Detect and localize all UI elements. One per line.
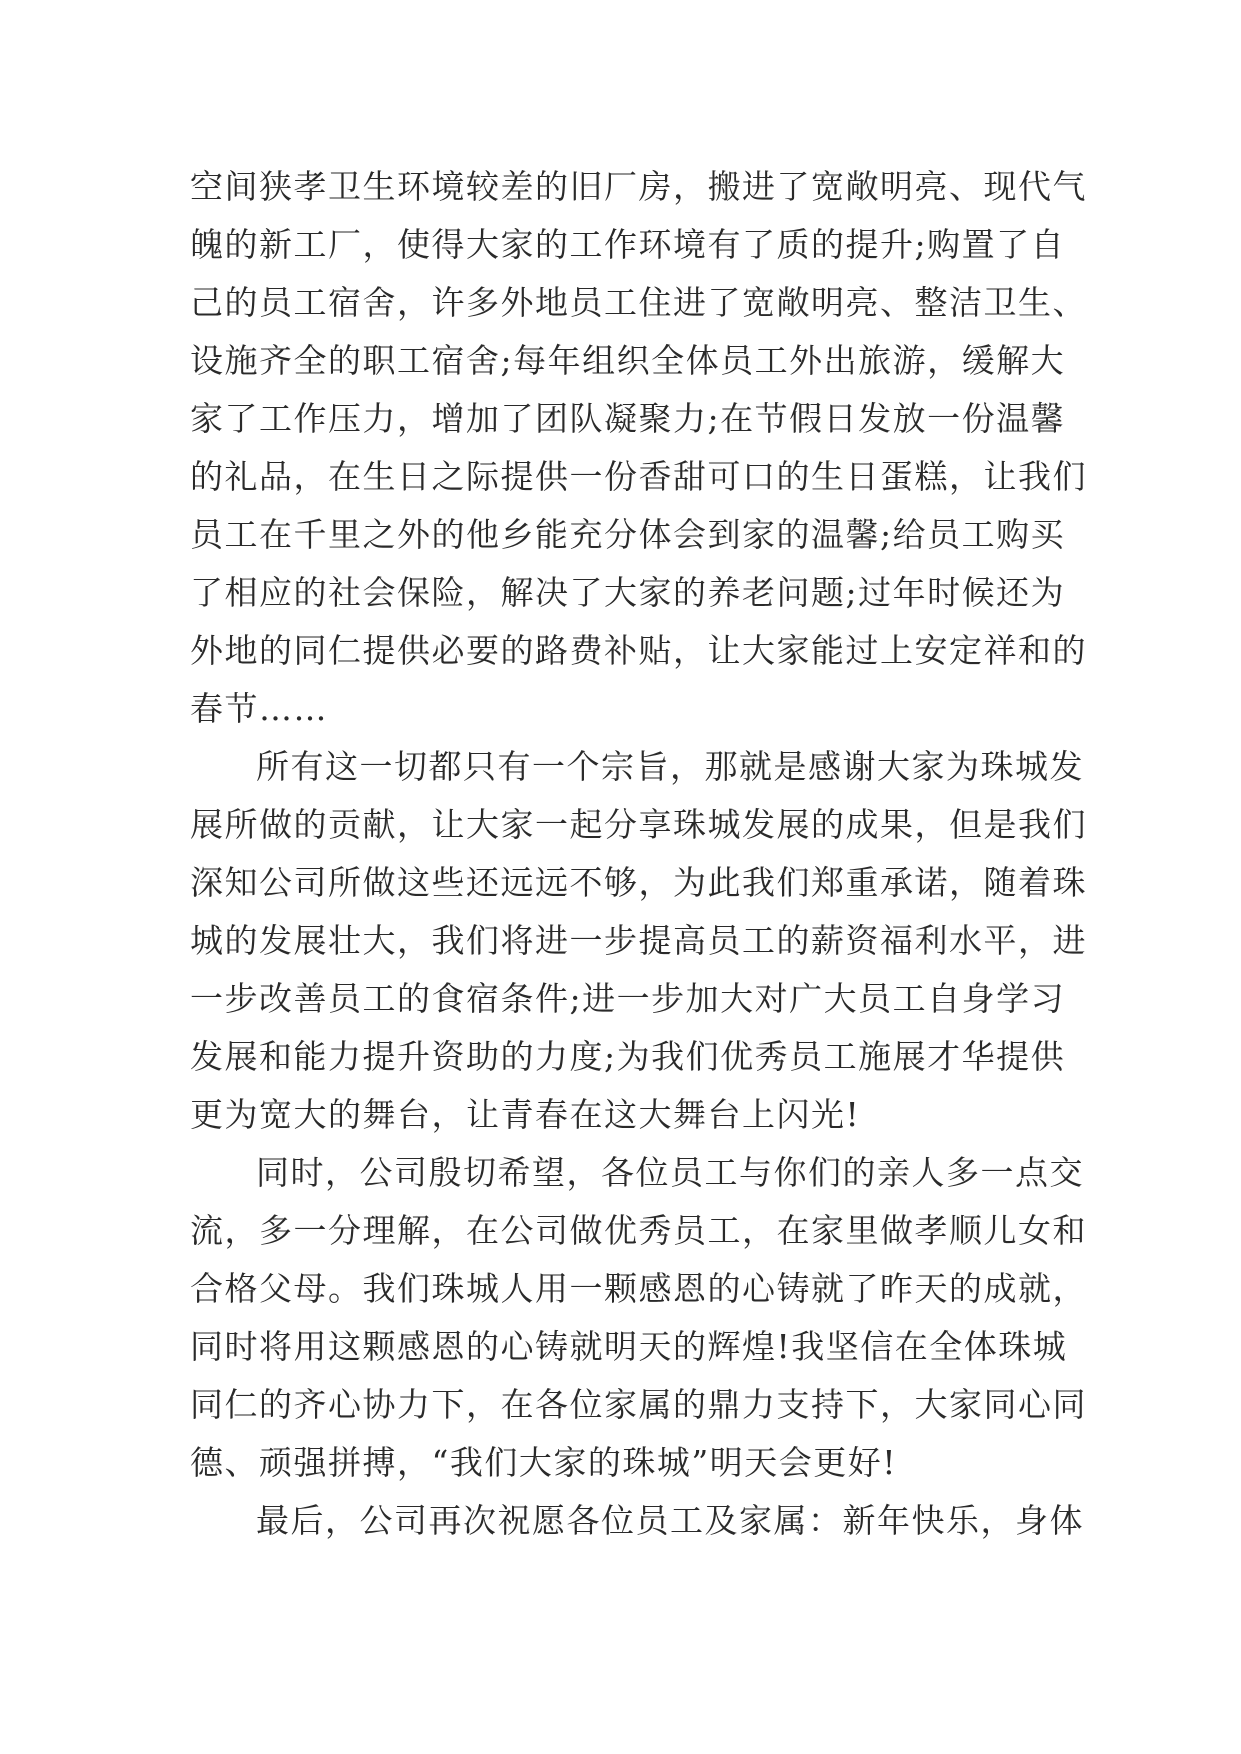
text-line: 更为宽大的舞台，让青春在这大舞台上闪光! <box>190 1095 861 1134</box>
text-line: 流，多一分理解，在公司做优秀员工，在家里做孝顺儿女和 <box>190 1211 1087 1250</box>
text-line: 春节…… <box>190 689 328 728</box>
paragraph-start-line: 所有这一切都只有一个宗旨，那就是感谢大家为珠城发 <box>256 747 1084 786</box>
text-line: 家了工作压力，增加了团队凝聚力;在节假日发放一份温馨 <box>190 399 1066 438</box>
paragraph-start-line: 最后，公司再次祝愿各位员工及家属：新年快乐，身体 <box>256 1501 1084 1540</box>
text-line: 空间狭孝卫生环境较差的旧厂房，搬进了宽敞明亮、现代气 <box>190 167 1087 206</box>
text-line: 外地的同仁提供必要的路费补贴，让大家能过上安定祥和的 <box>190 631 1087 670</box>
text-line: 己的员工宿舍，许多外地员工住进了宽敞明亮、整洁卫生、 <box>190 283 1087 322</box>
body-text <box>190 158 1090 1550</box>
text-line: 设施齐全的职工宿舍;每年组织全体员工外出旅游，缓解大 <box>190 341 1066 380</box>
text-line: 深知公司所做这些还远远不够，为此我们郑重承诺，随着珠 <box>190 863 1087 902</box>
text-line: 同仁的齐心协力下，在各位家属的鼎力支持下，大家同心同 <box>190 1385 1087 1424</box>
text-line: 的礼品，在生日之际提供一份香甜可口的生日蛋糕，让我们 <box>190 457 1087 496</box>
text-line: 德、顽强拼搏，“我们大家的珠城”明天会更好! <box>190 1443 898 1482</box>
text-line: 员工在千里之外的他乡能充分体会到家的温馨;给员工购买 <box>190 515 1066 554</box>
text-line: 合格父母。我们珠城人用一颗感恩的心铸就了昨天的成就， <box>190 1269 1087 1308</box>
text-line: 同时将用这颗感恩的心铸就明天的辉煌!我坚信在全体珠城 <box>190 1327 1068 1366</box>
text-line: 发展和能力提升资助的力度;为我们优秀员工施展才华提供 <box>190 1037 1066 1076</box>
text-line: 展所做的贡献，让大家一起分享珠城发展的成果，但是我们 <box>190 805 1087 844</box>
text-line: 魄的新工厂，使得大家的工作环境有了质的提升;购置了自 <box>190 225 1066 264</box>
text-line: 了相应的社会保险，解决了大家的养老问题;过年时候还为 <box>190 573 1066 612</box>
text-line: 一步改善员工的食宿条件;进一步加大对广大员工自身学习 <box>190 979 1066 1018</box>
text-line: 城的发展壮大，我们将进一步提高员工的薪资福利水平，进 <box>190 921 1087 960</box>
paragraph-start-line: 同时，公司殷切希望，各位员工与你们的亲人多一点交 <box>256 1153 1084 1192</box>
